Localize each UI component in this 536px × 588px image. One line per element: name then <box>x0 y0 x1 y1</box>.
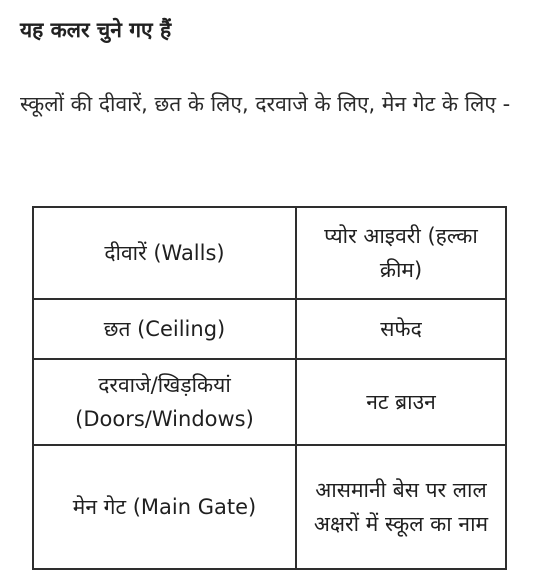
area-cell: दरवाजे/खिड़कियां (Doors/Windows) <box>33 359 296 445</box>
table-row <box>33 207 506 299</box>
color-cell: नट ब्राउन <box>296 359 506 445</box>
section-heading: यह कलर चुने गए हैं <box>20 18 172 42</box>
intro-paragraph: स्कूलों की दीवारें, छत के लिए, दरवाजे के लिए, मेन गेट के लिए - <box>20 92 511 116</box>
table-row <box>33 445 506 569</box>
color-cell: सफेद <box>296 299 506 359</box>
color-cell: आसमानी बेस पर लाल अक्षरों में स्कूल का नाम <box>296 445 506 569</box>
color-table <box>32 206 507 570</box>
area-cell: मेन गेट (Main Gate) <box>33 445 296 569</box>
table-row <box>33 299 506 359</box>
area-cell: दीवारें (Walls) <box>33 207 296 299</box>
area-cell: छत (Ceiling) <box>33 299 296 359</box>
color-cell: प्योर आइवरी (हल्का क्रीम) <box>296 207 506 299</box>
table-row <box>33 359 506 445</box>
